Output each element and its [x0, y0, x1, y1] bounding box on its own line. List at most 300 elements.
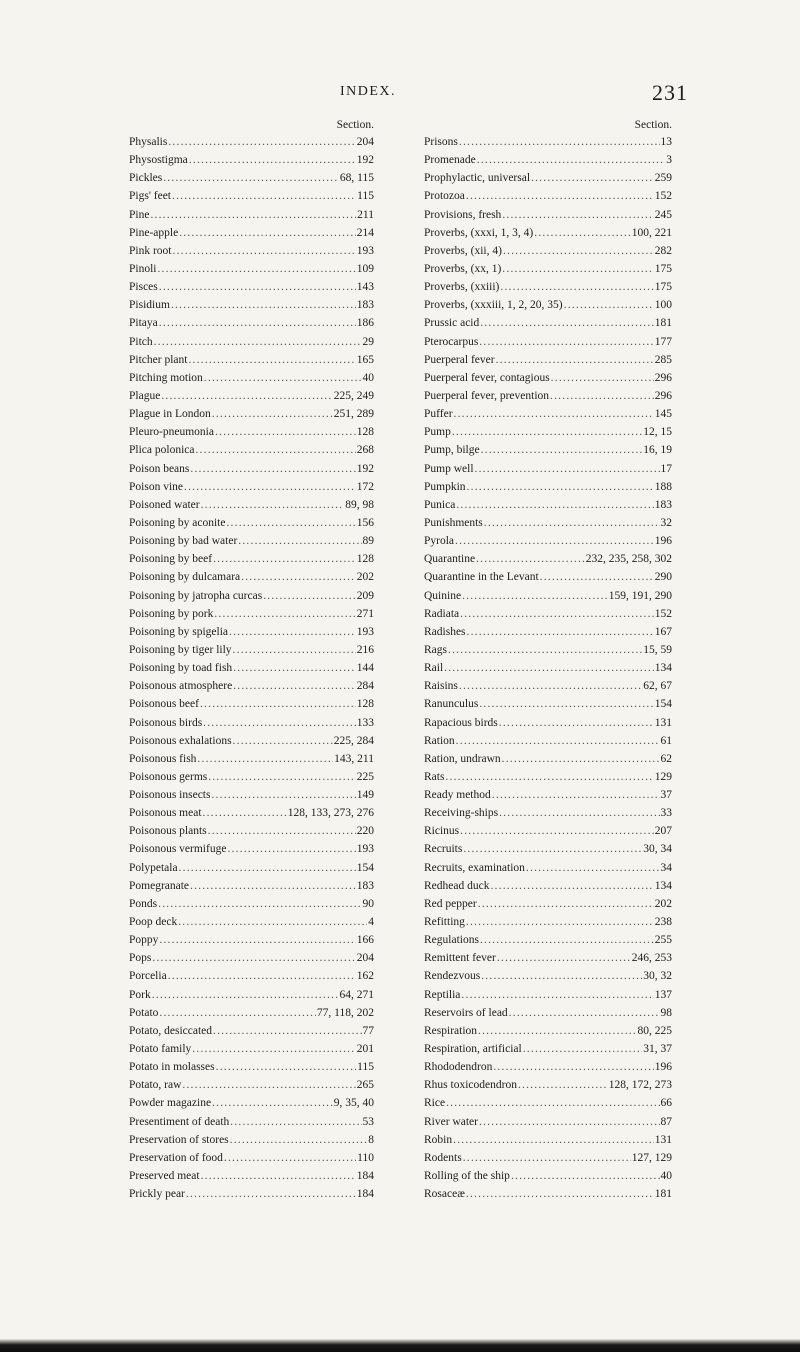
index-entry	[424, 260, 672, 278]
index-entry	[424, 605, 672, 623]
dot-leader	[461, 986, 653, 1004]
section-reference: 8	[368, 1133, 374, 1146]
index-term: Poisonous plants	[129, 825, 207, 838]
section-reference: 271	[356, 607, 374, 620]
dot-leader	[564, 296, 654, 314]
index-entry	[129, 460, 374, 478]
index-term: Pine	[129, 208, 150, 221]
index-entry	[129, 441, 374, 459]
section-reference: 284	[356, 680, 374, 693]
index-entry	[129, 1167, 374, 1185]
index-entry	[129, 478, 374, 496]
index-entry	[129, 695, 374, 713]
dot-leader	[467, 623, 654, 641]
index-entry	[129, 151, 374, 169]
index-term: Protozoa	[424, 190, 465, 203]
dot-leader	[518, 1076, 608, 1094]
index-entry	[424, 441, 672, 459]
index-term: Poisoning by bad water	[129, 535, 238, 548]
dot-leader	[233, 677, 356, 695]
index-term: Rapacious birds	[424, 716, 498, 729]
index-term: Rosaceæ	[424, 1188, 465, 1201]
section-reference: 68, 115	[339, 172, 374, 185]
dot-leader	[173, 242, 356, 260]
section-reference: 100, 221	[631, 226, 672, 239]
section-reference: 110	[357, 1151, 374, 1164]
section-reference: 115	[357, 190, 374, 203]
index-term: Ponds	[129, 897, 158, 910]
dot-leader	[499, 714, 654, 732]
index-entry	[129, 931, 374, 949]
dot-leader	[179, 859, 356, 877]
index-term: Ranunculus	[424, 698, 479, 711]
dot-leader	[478, 895, 654, 913]
section-reference: 40	[362, 371, 374, 384]
index-term: Preservation of stores	[129, 1133, 229, 1146]
index-entry	[129, 967, 374, 985]
dot-leader	[172, 187, 356, 205]
section-reference: 181	[654, 1188, 672, 1201]
section-reference: 193	[356, 843, 374, 856]
dot-leader	[466, 187, 654, 205]
dot-leader	[479, 1113, 660, 1131]
index-term: Puerperal fever, prevention	[424, 389, 550, 402]
index-entry	[129, 169, 374, 187]
index-entry	[129, 550, 374, 568]
index-entry	[424, 587, 672, 605]
index-term: Proverbs, (xii, 4)	[424, 244, 502, 257]
section-reference: 62	[660, 752, 672, 765]
index-term: Rags	[424, 643, 447, 656]
index-entry	[424, 1149, 672, 1167]
section-reference: 152	[654, 607, 672, 620]
section-reference: 209	[356, 589, 374, 602]
dot-leader	[195, 441, 355, 459]
section-reference: 285	[654, 353, 672, 366]
index-entry	[424, 895, 672, 913]
dot-leader	[551, 369, 654, 387]
dot-leader	[456, 496, 653, 514]
index-column-left	[129, 118, 374, 1203]
dot-leader	[182, 1076, 355, 1094]
index-entry	[424, 913, 672, 931]
index-term: Ration	[424, 734, 455, 747]
section-reference: 16, 19	[643, 444, 672, 457]
section-reference: 62, 67	[643, 680, 672, 693]
index-term: Potato, raw	[129, 1079, 182, 1092]
dot-leader	[159, 314, 356, 332]
dot-leader	[502, 750, 660, 768]
dot-leader	[490, 877, 653, 895]
section-reference: 188	[654, 480, 672, 493]
index-entry	[424, 1022, 672, 1040]
section-reference: 17	[660, 462, 672, 475]
index-entry	[424, 1040, 672, 1058]
section-reference: 31, 37	[643, 1043, 672, 1056]
dot-leader	[479, 695, 653, 713]
index-entry	[129, 804, 374, 822]
index-term: Rats	[424, 770, 445, 783]
dot-leader	[150, 206, 356, 224]
dot-leader	[478, 1022, 636, 1040]
section-reference: 129	[654, 770, 672, 783]
index-entry	[129, 822, 374, 840]
index-entry	[424, 405, 672, 423]
index-entry	[424, 822, 672, 840]
index-entry	[424, 1076, 672, 1094]
index-term: Poop deck	[129, 916, 178, 929]
column-heading: Section.	[336, 119, 374, 131]
dot-leader	[188, 351, 355, 369]
section-reference: 181	[654, 317, 672, 330]
section-reference: 202	[356, 571, 374, 584]
index-term: Rolling of the ship	[424, 1170, 510, 1183]
index-term: Pomegranate	[129, 879, 190, 892]
index-term: Plica polonica	[129, 444, 195, 457]
section-reference: 251, 289	[333, 408, 374, 421]
index-entry	[424, 677, 672, 695]
index-term: Provisions, fresh	[424, 208, 502, 221]
section-reference: 33	[660, 807, 672, 820]
dot-leader	[526, 859, 660, 877]
dot-leader	[459, 677, 642, 695]
section-reference: 290	[654, 571, 672, 584]
section-reference: 159, 191, 290	[608, 589, 672, 602]
section-reference: 167	[654, 625, 672, 638]
index-term: Respiration	[424, 1024, 478, 1037]
index-entry	[424, 496, 672, 514]
index-term: Plague in London	[129, 408, 211, 421]
index-term: Poisonous meat	[129, 807, 202, 820]
index-entry	[424, 532, 672, 550]
dot-leader	[481, 967, 642, 985]
dot-leader	[161, 387, 332, 405]
section-reference: 220	[356, 825, 374, 838]
index-entry	[129, 568, 374, 586]
section-reference: 193	[356, 244, 374, 257]
dot-leader	[463, 840, 642, 858]
dot-leader	[214, 605, 355, 623]
section-reference: 98	[660, 1006, 672, 1019]
dot-leader	[480, 931, 654, 949]
dot-leader	[212, 405, 333, 423]
index-term: Poison vine	[129, 480, 183, 493]
index-entry	[424, 133, 672, 151]
index-term: Rail	[424, 662, 444, 675]
dot-leader	[540, 568, 654, 586]
section-reference: 53	[362, 1115, 374, 1128]
index-term: Poisoning by spigelia	[129, 625, 229, 638]
index-term: Remittent fever	[424, 952, 496, 965]
page-title: INDEX.	[340, 84, 397, 99]
section-reference: 109	[356, 262, 374, 275]
index-term: Poppy	[129, 934, 159, 947]
dot-leader	[511, 1167, 660, 1185]
dot-leader	[212, 1094, 333, 1112]
dot-leader	[509, 1004, 660, 1022]
dot-leader	[152, 986, 339, 1004]
section-reference: 89, 98	[345, 498, 374, 511]
index-entry	[424, 314, 672, 332]
index-entry	[424, 986, 672, 1004]
section-reference: 162	[356, 970, 374, 983]
section-reference: 90	[362, 897, 374, 910]
index-term: Proverbs, (xxiii)	[424, 281, 500, 294]
section-reference: 134	[654, 662, 672, 675]
index-entry	[424, 877, 672, 895]
dot-leader	[502, 206, 653, 224]
index-term: River water	[424, 1115, 478, 1128]
index-term: Prickly pear	[129, 1188, 185, 1201]
index-term: Pitching motion	[129, 371, 203, 384]
dot-leader	[230, 1113, 361, 1131]
section-reference: 268	[356, 444, 374, 457]
index-entry	[129, 623, 374, 641]
index-entry	[129, 133, 374, 151]
section-reference: 34	[660, 861, 672, 874]
index-term: Poisonous atmosphere	[129, 680, 233, 693]
index-entries	[424, 133, 672, 1203]
dot-leader	[208, 822, 356, 840]
dot-leader	[233, 641, 356, 659]
section-reference: 296	[654, 389, 672, 402]
section-reference: 193	[356, 625, 374, 638]
index-entry	[129, 587, 374, 605]
index-term: Recruits, examination	[424, 861, 525, 874]
section-reference: 196	[654, 535, 672, 548]
index-entry	[129, 405, 374, 423]
dot-leader	[448, 641, 642, 659]
index-entry	[129, 986, 374, 1004]
index-term: Presentiment of death	[129, 1115, 230, 1128]
index-entry	[424, 550, 672, 568]
index-term: Proverbs, (xxxiii, 1, 2, 20, 35)	[424, 299, 563, 312]
index-term: Quarantine	[424, 553, 476, 566]
section-reference: 232, 235, 258, 302	[585, 553, 672, 566]
index-entry	[424, 1167, 672, 1185]
index-term: Potato family	[129, 1043, 192, 1056]
section-reference: 156	[356, 516, 374, 529]
section-reference: 166	[356, 934, 374, 947]
index-term: Poisonous insects	[129, 789, 211, 802]
index-term: Prussic acid	[424, 317, 480, 330]
section-reference: 196	[654, 1061, 672, 1074]
section-reference: 149	[356, 789, 374, 802]
index-term: Pinoli	[129, 262, 157, 275]
section-reference: 144	[356, 662, 374, 675]
section-reference: 131	[654, 1133, 672, 1146]
index-entry	[424, 169, 672, 187]
section-reference: 245	[654, 208, 672, 221]
index-entry	[424, 151, 672, 169]
index-term: Radishes	[424, 625, 466, 638]
dot-leader	[445, 768, 653, 786]
section-reference: 165	[356, 353, 374, 366]
index-entry	[424, 931, 672, 949]
index-entry	[424, 659, 672, 677]
dot-leader	[492, 786, 660, 804]
index-entry	[129, 369, 374, 387]
index-term: Respiration, artificial	[424, 1043, 522, 1056]
index-term: Ricinus	[424, 825, 460, 838]
dot-leader	[215, 423, 356, 441]
dot-leader	[523, 1040, 643, 1058]
section-reference: 87	[660, 1115, 672, 1128]
section-reference: 246, 253	[631, 952, 672, 965]
dot-leader	[463, 1149, 631, 1167]
index-entry	[129, 1040, 374, 1058]
index-term: Pump, bilge	[424, 444, 480, 457]
section-reference: 175	[654, 262, 672, 275]
dot-leader	[460, 605, 654, 623]
index-entry	[424, 695, 672, 713]
dot-leader	[190, 877, 356, 895]
index-term: Rodents	[424, 1151, 462, 1164]
index-term: Poisonous vermifuge	[129, 843, 227, 856]
index-term: Poisoning by tiger lily	[129, 643, 232, 656]
dot-leader	[456, 732, 660, 750]
section-reference: 192	[356, 154, 374, 167]
dot-leader	[216, 1058, 357, 1076]
index-entries	[129, 133, 374, 1203]
section-reference: 61	[660, 734, 672, 747]
index-term: Poisoning by toad fish	[129, 662, 233, 675]
dot-leader	[230, 1131, 368, 1149]
dot-leader	[238, 532, 361, 550]
index-entry	[129, 605, 374, 623]
index-entry	[129, 514, 374, 532]
index-term: Proverbs, (xxxi, 1, 3, 4)	[424, 226, 534, 239]
index-entry	[129, 732, 374, 750]
dot-leader	[224, 1149, 356, 1167]
index-entry	[424, 732, 672, 750]
section-reference: 183	[654, 498, 672, 511]
section-reference: 134	[654, 879, 672, 892]
index-entry	[129, 278, 374, 296]
index-entry	[129, 224, 374, 242]
index-entry	[424, 768, 672, 786]
index-entry	[129, 1094, 374, 1112]
index-term: Poisonous beef	[129, 698, 199, 711]
index-entry	[129, 768, 374, 786]
dot-leader	[152, 949, 355, 967]
dot-leader	[497, 949, 631, 967]
dot-leader	[213, 1022, 361, 1040]
dot-leader	[233, 732, 333, 750]
index-term: Preserved meat	[129, 1170, 200, 1183]
index-entry	[129, 1022, 374, 1040]
index-term: Pork	[129, 988, 151, 1001]
index-term: Powder magazine	[129, 1097, 212, 1110]
section-reference: 128	[356, 426, 374, 439]
index-entry	[129, 333, 374, 351]
section-reference: 238	[654, 916, 672, 929]
dot-leader	[158, 895, 361, 913]
index-entry	[129, 786, 374, 804]
index-entry	[129, 859, 374, 877]
index-term: Poisonous birds	[129, 716, 203, 729]
index-term: Puffer	[424, 408, 453, 421]
section-reference: 255	[654, 934, 672, 947]
section-reference: 40	[660, 1170, 672, 1183]
index-term: Pump well	[424, 462, 474, 475]
index-entry	[129, 496, 374, 514]
section-reference: 77, 118, 202	[316, 1006, 374, 1019]
index-term: Pumpkin	[424, 480, 466, 493]
index-entry	[424, 206, 672, 224]
column-heading: Section.	[634, 119, 672, 131]
index-entry	[424, 1058, 672, 1076]
dot-leader	[531, 169, 654, 187]
index-term: Puerperal fever	[424, 353, 495, 366]
section-reference: 154	[654, 698, 672, 711]
index-term: Poisoning by aconite	[129, 516, 226, 529]
dot-leader	[460, 822, 654, 840]
dot-leader	[466, 1185, 654, 1203]
index-term: Redhead duck	[424, 879, 490, 892]
index-entry	[424, 296, 672, 314]
index-entry	[424, 1185, 672, 1203]
index-entry	[129, 913, 374, 931]
dot-leader	[157, 260, 355, 278]
index-term: Pitch	[129, 335, 153, 348]
index-term: Pink root	[129, 244, 172, 257]
section-reference: 4	[368, 916, 374, 929]
dot-leader	[213, 550, 356, 568]
index-entry	[424, 460, 672, 478]
index-entry	[424, 568, 672, 586]
dot-leader	[475, 460, 660, 478]
index-entry	[129, 351, 374, 369]
index-entry	[129, 1058, 374, 1076]
dot-leader	[453, 1131, 654, 1149]
index-entry	[129, 1131, 374, 1149]
section-reference: 128, 133, 273, 276	[287, 807, 374, 820]
page-edge-shadow	[0, 1339, 800, 1352]
index-term: Poisoning by jatropha curcas	[129, 589, 263, 602]
section-reference: 186	[356, 317, 374, 330]
section-reference: 12, 15	[643, 426, 672, 439]
index-entry	[424, 949, 672, 967]
index-entry	[424, 840, 672, 858]
index-entry	[424, 478, 672, 496]
section-reference: 127, 129	[631, 1151, 672, 1164]
section-reference: 177	[654, 335, 672, 348]
index-entry	[129, 260, 374, 278]
index-entry	[129, 677, 374, 695]
index-term: Ready method	[424, 789, 491, 802]
dot-leader	[466, 913, 654, 931]
dot-leader	[226, 514, 355, 532]
index-term: Rhus toxicodendron	[424, 1079, 517, 1092]
dot-leader	[444, 659, 654, 677]
section-reference: 172	[356, 480, 374, 493]
section-reference: 225	[356, 770, 374, 783]
index-entry	[129, 949, 374, 967]
index-term: Rhododendron	[424, 1061, 493, 1074]
index-entry	[424, 1113, 672, 1131]
section-reference: 282	[654, 244, 672, 257]
index-entry	[424, 387, 672, 405]
dot-leader	[454, 405, 654, 423]
index-entry	[129, 242, 374, 260]
index-term: Punishments	[424, 516, 483, 529]
index-entry	[424, 333, 672, 351]
index-column-right	[424, 118, 672, 1203]
dot-leader	[159, 278, 356, 296]
index-term: Potato	[129, 1006, 159, 1019]
section-reference: 37	[660, 789, 672, 802]
